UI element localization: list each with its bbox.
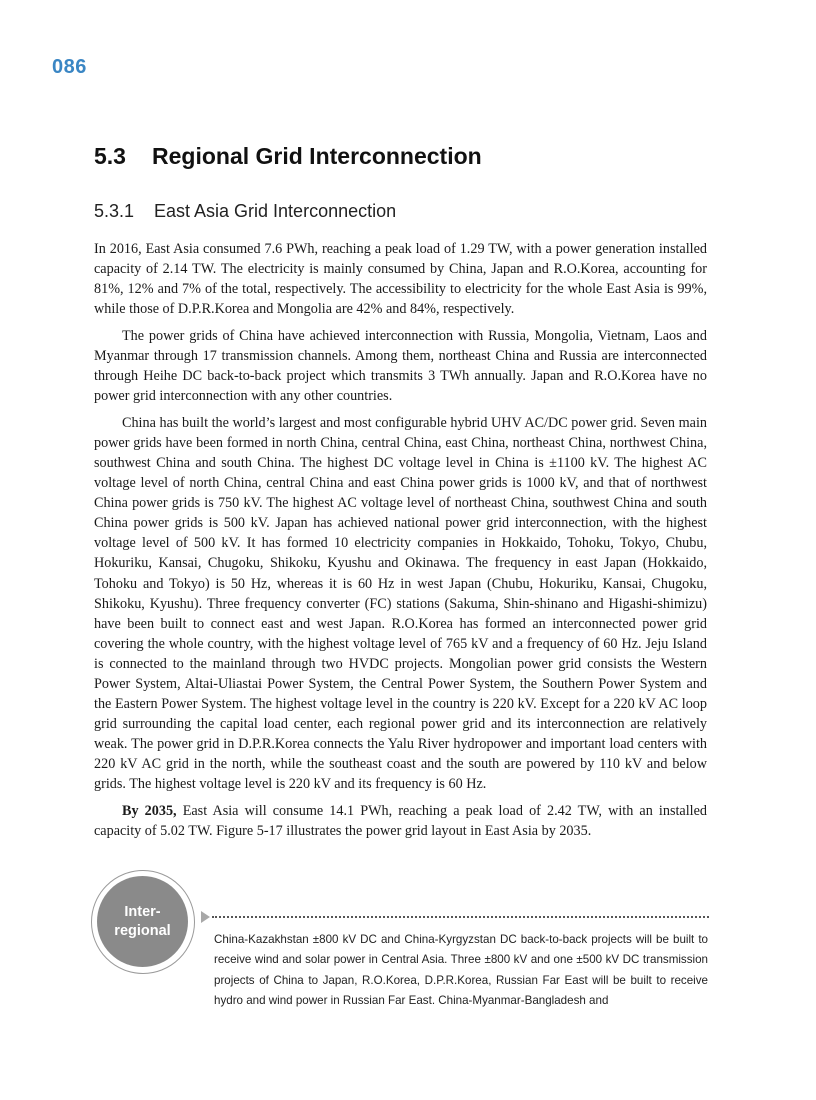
inter-regional-badge [91, 870, 195, 974]
paragraph-outlook [94, 801, 707, 841]
subsection-number: 5.3.1 [94, 201, 135, 221]
badge-label-line1: Inter- [124, 903, 161, 920]
dotted-divider [212, 916, 709, 918]
outlook-text: East Asia will consume 14.1 PWh, reaching a peak load of 2.42 TW, with an installed capacity of 5.02 TW. Figure 5-17 illustrates the power grid layout in East Asia by 2035. [94, 803, 707, 840]
paragraph-interconnection: The power grids of China have achieved interconnection with Russia, Mongolia, Vietnam, Laos and Myanmar through 17 transmission channels. Among them, northeast China and Russia are interconnected through Heihe DC back-to-back project which transmits 3 TWh annually. Japan and R.O.Korea have no power grid interconnection with any other countries. [94, 327, 707, 405]
section-title [94, 143, 482, 170]
outlook-lead: By 2035, [122, 803, 177, 820]
badge-label-line2: regional [114, 922, 171, 939]
callout-text: China-Kazakhstan ±800 kV DC and China-Kyrgyzstan DC back-to-back projects will be built to receive wind and solar power in Central Asia. Three ±800 kV and one ±500 kV DC transmission projects of China to Japan, R.O.Korea, D.P.R.Korea, Russian Far East will be built to receive hydro and wind power in Russian Far East. China-Myanmar-Bangladesh and [214, 933, 708, 1007]
page-number: 086 [52, 56, 87, 78]
section-title-text: Regional Grid Interconnection [152, 143, 482, 169]
arrow-right-icon [201, 911, 210, 923]
section-number: 5.3 [94, 143, 126, 169]
subsection-title-text: East Asia Grid Interconnection [154, 201, 397, 221]
subsection-title [94, 201, 396, 222]
badge-label [114, 903, 170, 941]
badge-inner-circle [97, 876, 188, 967]
paragraph-consumption: In 2016, East Asia consumed 7.6 PWh, reaching a peak load of 1.29 TW, with a power generation installed capacity of 2.14 TW. The electricity is mainly consumed by China, Japan and R.O.Korea, accounting for 81%, 12% and 7% of the total, respectively. The accessibility to electricity for the whole East Asia is 99%, while those of D.P.R.Korea and Mongolia are 42% and 84%, respectively. [94, 241, 707, 318]
paragraph-national-grids: China has built the world’s largest and most configurable hybrid UHV AC/DC power grid. Seven main power grids have been formed in north China, central China, east China, northeast China, northwest China, southwest China and south China. The highest DC voltage level in China is ±1100 kV. The highest AC voltage level of north China, central China and east China power grids is 1000 kV, and that of northwest China power grids is 750 kV. The highest AC voltage level of northeast China, southwest China and south China power grids is 500 kV. Japan has achieved national power grid interconnection, with the highest voltage level of 500 kV. It has formed 10 electricity companies in Hokkaido, Tohoku, Tokyo, Chubu, Hokuriku, Kansai, Chugoku, Shikoku, Kyushu and Okinawa. The frequency in east Japan (Hokkaido, Tohoku and Tokyo) is 50 Hz, whereas it is 60 Hz in west Japan (Chubu, Hokuriku, Kansai, Chugoku, Shikoku, Kyushu). Three frequency converter (FC) stations (Sakuma, Shin-shinano and Higashi-shimizu) have been built to connect east and west Japan. R.O.Korea has formed an interconnected power grid covering the whole country, with the highest voltage level of 765 kV and a frequency of 60 Hz. Jeju Island is connected to the mainland through two HVDC projects. Mongolian power grid consists the Western Power System, Altai-Uliastai Power System, the Central Power System, the Southern Power System and the Eastern Power System. The highest voltage level in the country is 220 kV. Except for a 220 kV AC loop grid surrounding the capital load center, each regional power grid and its interconnection are relatively weak. The power grid in D.P.R.Korea connects the Yalu River hydropower and important load centers with 220 kV AC grid in the north, while the southeast coast and the south are powered by 110 kV and below grids. The highest voltage level is 220 kV and its frequency is 60 Hz. [94, 414, 707, 793]
body-text [94, 239, 707, 848]
